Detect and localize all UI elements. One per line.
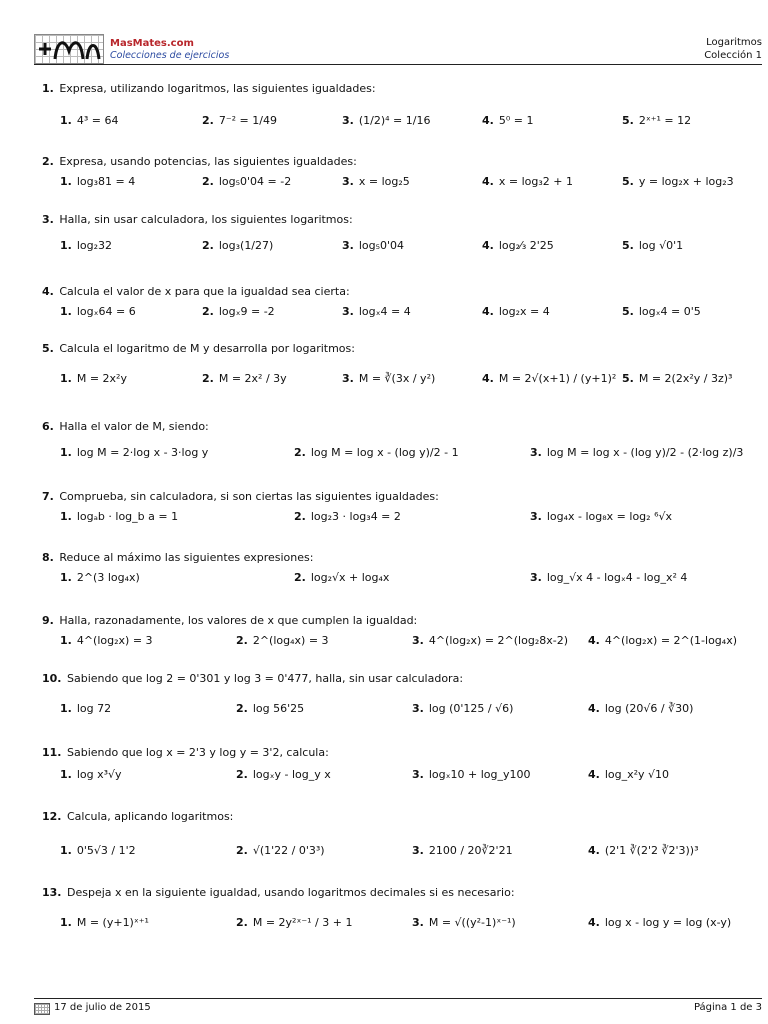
exercise-item xyxy=(294,510,401,523)
item-number: 4. xyxy=(588,916,600,929)
item-expression: log 72 xyxy=(76,702,112,715)
item-expression: log_√x 4 - logₓ4 - log_x² 4 xyxy=(546,571,688,584)
item-number: 1. xyxy=(60,114,72,127)
item-expression: 7⁻² = 1/49 xyxy=(218,114,277,127)
topic-title: Logaritmos xyxy=(706,37,762,48)
item-number: 3. xyxy=(412,634,424,647)
item-expression: logₓy - log_y x xyxy=(252,768,331,781)
exercise-number: 12. xyxy=(42,810,62,823)
exercise-prompt: Comprueba, sin calculadora, si son ciertas las siguientes igualdades: xyxy=(59,490,439,503)
item-expression: log x - log y = log (x-y) xyxy=(604,916,732,929)
exercise-item xyxy=(60,372,127,385)
exercise-item xyxy=(60,446,208,459)
item-number: 2. xyxy=(236,634,248,647)
exercise-number: 6. xyxy=(42,420,54,433)
item-expression: 2ˣ⁺¹ = 12 xyxy=(638,114,692,127)
exercise-item xyxy=(60,510,178,523)
exercise-item xyxy=(294,571,389,584)
exercise-item xyxy=(60,844,136,857)
item-number: 2. xyxy=(294,571,306,584)
item-number: 1. xyxy=(60,175,72,188)
exercise-item xyxy=(236,768,331,781)
item-expression: logₓ64 = 6 xyxy=(76,305,136,318)
exercise-item xyxy=(588,634,737,647)
item-expression: log (20√6 / ∛30) xyxy=(604,702,694,715)
item-expression: 4^(log₂x) = 3 xyxy=(76,634,153,647)
item-expression: M = 2√(x+1) / (y+1)² xyxy=(498,372,617,385)
item-number: 3. xyxy=(530,571,542,584)
item-number: 3. xyxy=(342,372,354,385)
item-number: 1. xyxy=(60,571,72,584)
item-number: 3. xyxy=(530,446,542,459)
page-footer xyxy=(34,998,762,1013)
exercise-item xyxy=(530,510,672,523)
item-expression: 2^(log₄x) = 3 xyxy=(252,634,329,647)
item-number: 4. xyxy=(482,372,494,385)
exercise-number: 2. xyxy=(42,155,54,168)
item-expression: log M = log x - (log y)/2 - (2·log z)/3 xyxy=(546,446,744,459)
exercise-prompt: Expresa, utilizando logaritmos, las siguientes igualdades: xyxy=(59,82,376,95)
item-expression: log₃(1/27) xyxy=(218,239,274,252)
exercise-item xyxy=(202,175,291,188)
exercise-number: 10. xyxy=(42,672,62,685)
item-expression: x = log₃2 + 1 xyxy=(498,175,573,188)
item-number: 4. xyxy=(588,702,600,715)
exercise-item xyxy=(236,916,352,929)
item-expression: M = √((y²-1)ˣ⁻¹) xyxy=(428,916,516,929)
item-expression: log₂x = 4 xyxy=(498,305,550,318)
footer-logo-icon xyxy=(34,1003,50,1015)
item-number: 4. xyxy=(588,768,600,781)
exercise-item xyxy=(342,239,404,252)
exercise-item xyxy=(60,702,111,715)
exercise-number: 11. xyxy=(42,746,62,759)
exercise-question xyxy=(42,213,353,226)
item-expression: logₓ9 = -2 xyxy=(218,305,275,318)
exercise-prompt: Halla, razonadamente, los valores de x que cumplen la igualdad: xyxy=(59,614,418,627)
exercise-prompt: Expresa, usando potencias, las siguientes igualdades: xyxy=(59,155,357,168)
exercise-item xyxy=(294,446,459,459)
exercise-question xyxy=(42,672,463,685)
item-expression: M = 2(2x²y / 3z)³ xyxy=(638,372,733,385)
item-expression: log √0'1 xyxy=(638,239,684,252)
exercise-item xyxy=(482,305,550,318)
exercise-item xyxy=(342,305,411,318)
item-number: 2. xyxy=(236,702,248,715)
item-expression: logₓ10 + log_y100 xyxy=(428,768,531,781)
item-expression: 4^(log₂x) = 2^(1-log₄x) xyxy=(604,634,737,647)
item-expression: log₂√x + log₄x xyxy=(310,571,390,584)
exercise-item xyxy=(482,372,616,385)
item-number: 2. xyxy=(202,372,214,385)
exercise-item xyxy=(202,305,275,318)
item-number: 2. xyxy=(202,305,214,318)
exercise-number: 5. xyxy=(42,342,54,355)
exercise-prompt: Despeja x en la siguiente igualdad, usando logaritmos decimales si es necesario: xyxy=(67,886,515,899)
site-tagline: Colecciones de ejercicios xyxy=(110,50,230,61)
exercise-item xyxy=(622,372,732,385)
exercise-question xyxy=(42,420,209,433)
item-number: 2. xyxy=(202,114,214,127)
exercise-item xyxy=(236,844,325,857)
footer-date: 17 de julio de 2015 xyxy=(54,1002,151,1013)
item-number: 1. xyxy=(60,239,72,252)
exercise-prompt: Halla el valor de M, siendo: xyxy=(59,420,209,433)
item-expression: log M = 2·log x - 3·log y xyxy=(76,446,209,459)
item-expression: 2^(3 log₄x) xyxy=(76,571,140,584)
exercise-prompt: Sabiendo que log x = 2'3 y log y = 3'2, calcula: xyxy=(67,746,329,759)
item-expression: logₓ4 = 4 xyxy=(358,305,411,318)
exercise-question xyxy=(42,82,376,95)
item-number: 3. xyxy=(342,114,354,127)
exercise-item xyxy=(60,634,153,647)
item-number: 2. xyxy=(294,510,306,523)
item-number: 4. xyxy=(482,239,494,252)
item-number: 5. xyxy=(622,175,634,188)
exercise-question xyxy=(42,886,515,899)
exercise-item xyxy=(342,175,410,188)
exercise-item xyxy=(236,702,304,715)
exercise-item xyxy=(60,768,122,781)
exercise-prompt: Calcula el valor de x para que la igualdad sea cierta: xyxy=(59,285,350,298)
exercise-item xyxy=(482,175,573,188)
item-expression: log₂3 · log₃4 = 2 xyxy=(310,510,401,523)
item-number: 3. xyxy=(412,844,424,857)
item-number: 3. xyxy=(342,305,354,318)
item-number: 1. xyxy=(60,916,72,929)
item-number: 2. xyxy=(202,239,214,252)
item-expression: log₅0'04 = -2 xyxy=(218,175,292,188)
item-number: 2. xyxy=(236,844,248,857)
collection-label: Colección 1 xyxy=(704,50,762,61)
exercise-question xyxy=(42,551,313,564)
exercise-item xyxy=(530,571,687,584)
exercise-item xyxy=(60,305,136,318)
exercise-item xyxy=(342,372,435,385)
item-expression: y = log₂x + log₂3 xyxy=(638,175,734,188)
item-number: 4. xyxy=(588,634,600,647)
exercise-item xyxy=(60,114,118,127)
masmates-logo-icon xyxy=(34,34,104,64)
item-expression: M = 2x² / 3y xyxy=(218,372,287,385)
exercise-number: 13. xyxy=(42,886,62,899)
exercise-number: 4. xyxy=(42,285,54,298)
exercise-item xyxy=(202,239,273,252)
item-number: 1. xyxy=(60,702,72,715)
exercise-item xyxy=(60,916,149,929)
exercise-item xyxy=(60,175,135,188)
item-number: 1. xyxy=(60,510,72,523)
item-number: 3. xyxy=(342,175,354,188)
item-number: 1. xyxy=(60,372,72,385)
item-number: 2. xyxy=(202,175,214,188)
exercise-item xyxy=(588,844,699,857)
item-expression: M = 2x²y xyxy=(76,372,127,385)
item-expression: x = log₂5 xyxy=(358,175,410,188)
exercise-prompt: Reduce al máximo las siguientes expresiones: xyxy=(59,551,314,564)
exercise-item xyxy=(202,372,287,385)
exercise-item xyxy=(412,768,530,781)
item-expression: 4³ = 64 xyxy=(76,114,119,127)
item-expression: M = (y+1)ˣ⁺¹ xyxy=(76,916,149,929)
item-expression: log₂32 xyxy=(76,239,113,252)
exercise-prompt: Calcula el logaritmo de M y desarrolla por logaritmos: xyxy=(59,342,355,355)
exercise-item xyxy=(482,239,554,252)
exercise-item xyxy=(588,702,693,715)
item-number: 1. xyxy=(60,768,72,781)
item-expression: √(1'22 / 0'3³) xyxy=(252,844,325,857)
item-number: 4. xyxy=(482,114,494,127)
exercise-item xyxy=(202,114,277,127)
exercise-number: 7. xyxy=(42,490,54,503)
item-expression: log M = log x - (log y)/2 - 1 xyxy=(310,446,459,459)
exercise-item xyxy=(622,175,734,188)
exercise-question xyxy=(42,285,350,298)
item-expression: M = ∛(3x / y²) xyxy=(358,372,436,385)
item-expression: 4^(log₂x) = 2^(log₂8x-2) xyxy=(428,634,568,647)
item-number: 5. xyxy=(622,372,634,385)
item-expression: log₄x - log₈x = log₂ ⁶√x xyxy=(546,510,672,523)
item-expression: (2'1 ∛(2'2 ∛2'3))³ xyxy=(604,844,699,857)
item-expression: log 56'25 xyxy=(252,702,305,715)
item-expression: log x³√y xyxy=(76,768,122,781)
exercise-question xyxy=(42,746,329,759)
exercise-item xyxy=(622,305,701,318)
footer-page-number: Página 1 de 3 xyxy=(693,1002,762,1013)
item-number: 3. xyxy=(412,768,424,781)
item-expression: 0'5√3 / 1'2 xyxy=(76,844,136,857)
item-number: 2. xyxy=(236,768,248,781)
exercise-item xyxy=(482,114,533,127)
exercise-item xyxy=(412,634,568,647)
exercise-item xyxy=(588,916,731,929)
exercise-item xyxy=(622,114,691,127)
exercise-number: 8. xyxy=(42,551,54,564)
exercise-question xyxy=(42,810,233,823)
item-number: 3. xyxy=(412,916,424,929)
item-number: 4. xyxy=(482,305,494,318)
item-number: 3. xyxy=(530,510,542,523)
item-number: 1. xyxy=(60,634,72,647)
item-number: 5. xyxy=(622,305,634,318)
item-expression: logₓ4 = 0'5 xyxy=(638,305,701,318)
item-number: 2. xyxy=(236,916,248,929)
exercise-question xyxy=(42,614,417,627)
exercise-item xyxy=(588,768,669,781)
item-expression: M = 2y²ˣ⁻¹ / 3 + 1 xyxy=(252,916,353,929)
item-number: 5. xyxy=(622,114,634,127)
item-expression: log_x²y √10 xyxy=(604,768,670,781)
item-expression: log₅0'04 xyxy=(358,239,405,252)
item-number: 4. xyxy=(588,844,600,857)
exercise-question xyxy=(42,342,355,355)
exercise-item xyxy=(342,114,430,127)
exercise-item xyxy=(60,239,112,252)
exercise-item xyxy=(622,239,683,252)
page-header xyxy=(34,32,762,65)
exercise-item xyxy=(412,702,513,715)
item-number: 3. xyxy=(412,702,424,715)
exercise-prompt: Sabiendo que log 2 = 0'301 y log 3 = 0'477, halla, sin usar calculadora: xyxy=(67,672,464,685)
exercise-item xyxy=(530,446,743,459)
exercise-item xyxy=(412,844,513,857)
exercise-item xyxy=(412,916,516,929)
exercise-item xyxy=(60,571,140,584)
item-expression: log₃81 = 4 xyxy=(76,175,136,188)
item-expression: 5⁰ = 1 xyxy=(498,114,534,127)
exercise-number: 3. xyxy=(42,213,54,226)
item-expression: logₐb · log_b a = 1 xyxy=(76,510,179,523)
exercise-prompt: Halla, sin usar calculadora, los siguientes logaritmos: xyxy=(59,213,353,226)
exercise-question xyxy=(42,490,439,503)
item-number: 3. xyxy=(342,239,354,252)
item-expression: log₂⁄₃ 2'25 xyxy=(498,239,554,252)
item-expression: 2100 / 20∛2'21 xyxy=(428,844,513,857)
item-number: 2. xyxy=(294,446,306,459)
item-number: 4. xyxy=(482,175,494,188)
exercise-number: 9. xyxy=(42,614,54,627)
item-number: 1. xyxy=(60,446,72,459)
exercise-question xyxy=(42,155,357,168)
site-name[interactable]: MasMates.com xyxy=(110,38,194,49)
exercise-prompt: Calcula, aplicando logaritmos: xyxy=(67,810,234,823)
item-expression: (1/2)⁴ = 1/16 xyxy=(358,114,431,127)
exercise-number: 1. xyxy=(42,82,54,95)
item-number: 5. xyxy=(622,239,634,252)
item-expression: log (0'125 / √6) xyxy=(428,702,514,715)
item-number: 1. xyxy=(60,844,72,857)
exercise-item xyxy=(236,634,329,647)
item-number: 1. xyxy=(60,305,72,318)
